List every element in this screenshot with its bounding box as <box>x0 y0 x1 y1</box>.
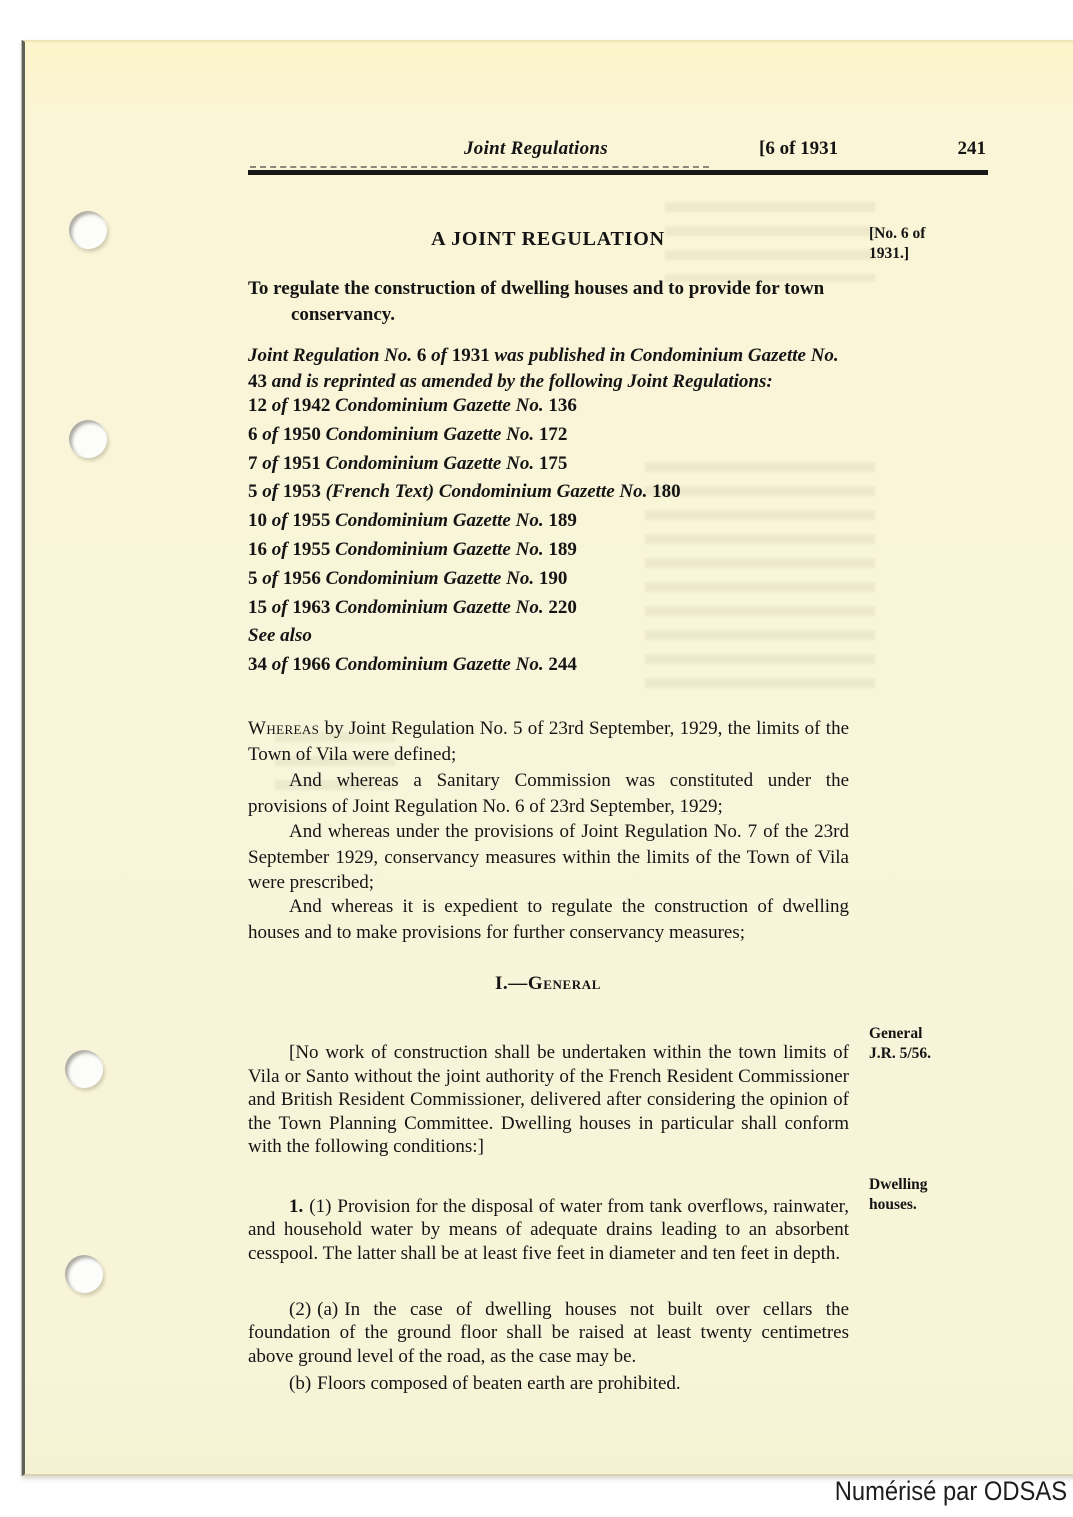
amendment-list <box>248 392 868 680</box>
see-also-label: See also <box>248 625 312 647</box>
amendment-row <box>248 594 868 623</box>
publication-note-text: and is reprinted as amended by the following Joint Regulations: <box>271 371 773 392</box>
amendment-gazette: Condominium Gazette No. <box>335 395 549 416</box>
margin-note-dwelling-houses <box>869 1175 999 1215</box>
clause-2b <box>248 1372 849 1395</box>
amendment-gazette-number: 244 <box>548 654 577 676</box>
amendment-of: of <box>271 596 293 618</box>
amendment-row <box>248 536 868 565</box>
margin-note-line: General <box>869 1025 923 1042</box>
amendment-of: of <box>262 423 283 445</box>
margin-note-line: houses. <box>869 1196 917 1213</box>
clause-subnumber: (1) <box>309 1196 332 1217</box>
amendment-gazette: Condominium Gazette No. <box>325 567 539 589</box>
recital-paragraph: And whereas under the provisions of Joint Regulation No. 7 of the 23rd September 1929, conservancy measures within the limits of the Town of Vila were prescribed; <box>248 821 849 893</box>
amendment-number: 6 <box>248 423 263 445</box>
document-page <box>22 40 1073 1476</box>
clause-text: In the case of dwelling houses not built over cellars the foundation of the ground floor shall be raised at least twenty centimetres above ground level of the road, as the case may be. <box>248 1299 849 1367</box>
clause-subnumber: (b) <box>289 1373 312 1394</box>
publication-note-text: was published in Condominium Gazette No. <box>494 345 839 366</box>
amendment-row <box>248 478 868 507</box>
amendment-number: 12 <box>248 395 272 416</box>
margin-note-line: J.R. 5/56. <box>869 1045 931 1062</box>
publication-note <box>248 343 853 395</box>
amendment-number: 5 <box>248 567 263 589</box>
amendment-row <box>248 450 868 479</box>
amendment-year: 1953 <box>282 481 326 503</box>
amendment-gazette: Condominium Gazette No. <box>335 654 549 676</box>
recital-paragraph: And whereas a Sanitary Commission was constituted under the provisions of Joint Regulation No. 6 of 23rd September, 1929; <box>248 770 849 817</box>
margin-note-line: Dwelling <box>869 1176 928 1193</box>
publication-note-text: Joint Regulation No. <box>248 345 417 366</box>
clause-number: 1. <box>289 1196 304 1217</box>
publication-note-number: 1931 <box>451 345 495 366</box>
clause-text: Provision for the disposal of water from tank overflows, rainwater, and household water by means of adequate drains leading to an absorbent cesspool. The latter shall be at least five feet in diameter and ten feet in depth. <box>248 1196 849 1264</box>
regulation-subject: To regulate the construction of dwelling houses and to provide for town conservancy. <box>248 278 825 325</box>
amendment-of: of <box>271 538 293 560</box>
scan-watermark: Numérisé par ODSAS <box>834 1476 1067 1506</box>
amendment-year: 1956 <box>282 567 326 589</box>
amendment-of: of <box>271 654 293 676</box>
amendment-year: 1942 <box>292 395 336 416</box>
amendment-number: 10 <box>248 510 272 532</box>
amendment-of: of <box>262 452 283 474</box>
header-rule <box>248 170 988 175</box>
amendment-number: 15 <box>248 596 272 618</box>
margin-note-line: 1931.] <box>869 245 910 262</box>
amendment-gazette: Condominium Gazette No. <box>335 596 549 618</box>
punch-hole <box>65 1050 103 1088</box>
margin-note-general <box>869 1024 999 1064</box>
amendment-gazette: (French Text) Condominium Gazette No. <box>325 481 653 503</box>
amendment-gazette-number: 189 <box>548 510 577 532</box>
amendment-row <box>248 392 868 421</box>
amendment-number: 5 <box>248 481 263 503</box>
publication-note-number: 43 <box>248 371 272 392</box>
running-header <box>248 138 988 166</box>
clause-1 <box>248 1195 849 1265</box>
amendment-number: 16 <box>248 538 272 560</box>
amendment-gazette: Condominium Gazette No. <box>335 538 549 560</box>
amendment-gazette: Condominium Gazette No. <box>325 423 539 445</box>
amendment-gazette-number: 220 <box>548 596 577 618</box>
publication-note-number: 6 <box>416 345 432 366</box>
recital-paragraph <box>248 716 849 767</box>
amendment-row <box>248 565 868 594</box>
amendment-year: 1951 <box>282 452 326 474</box>
publication-note-text: of <box>431 345 452 366</box>
amendment-gazette-number: 189 <box>548 538 577 560</box>
amendment-of: of <box>262 481 283 503</box>
recital-text: by Joint Regulation No. 5 of 23rd September, 1929, the limits of the Town of Vila were defined; <box>248 718 849 765</box>
clause-subnumber: (a) <box>317 1299 339 1320</box>
clause-2a <box>248 1298 849 1368</box>
amendment-gazette: Condominium Gazette No. <box>325 452 539 474</box>
amendment-row <box>248 651 868 680</box>
general-provision-paragraph: [No work of construction shall be undertaken within the town limits of Vila or Santo without the joint authority of the French Resident Commissioner and British Resident Commissioner, delivered after considering the opinion of the Town Planning Committee. Dwelling houses in particular shall conform with the following conditions:] <box>248 1042 849 1158</box>
amendment-year: 1950 <box>282 423 326 445</box>
amendment-year: 1955 <box>292 510 336 532</box>
section-heading: I.—General <box>494 973 602 994</box>
amendment-row <box>248 421 868 450</box>
recital-paragraph: And whereas it is expedient to regulate the construction of dwelling houses and to make provisions for further conservancy measures; <box>248 896 849 943</box>
amendment-gazette-number: 190 <box>538 567 568 589</box>
amendment-gazette-number: 175 <box>538 452 568 474</box>
issue-reference: [6 of 1931 <box>759 138 839 159</box>
clause-subnumber: (2) <box>289 1299 312 1320</box>
amendment-gazette-number: 136 <box>548 395 577 416</box>
amendment-gazette: Condominium Gazette No. <box>335 510 549 532</box>
amendment-of: of <box>262 567 283 589</box>
running-title: Joint Regulations <box>464 138 608 159</box>
document-title: A JOINT REGULATION <box>431 228 665 250</box>
clause-text: Floors composed of beaten earth are prohibited. <box>317 1373 681 1394</box>
amendment-year: 1963 <box>292 596 336 618</box>
amendment-year: 1966 <box>292 654 336 676</box>
amendment-gazette-number: 180 <box>652 481 681 503</box>
punch-hole <box>65 1255 103 1293</box>
punch-hole <box>69 211 107 249</box>
amendment-number: 7 <box>248 452 263 474</box>
amendment-gazette-number: 172 <box>538 423 568 445</box>
amendment-year: 1955 <box>292 538 336 560</box>
margin-note-line: [No. 6 of <box>869 225 926 242</box>
amendment-of: of <box>271 395 293 416</box>
amendment-row <box>248 507 868 536</box>
punch-hole <box>69 420 107 458</box>
margin-note-regulation-number <box>869 224 999 264</box>
whereas-lead: Whereas <box>248 718 320 739</box>
page-number: 241 <box>957 138 986 159</box>
amendment-of: of <box>271 510 293 532</box>
amendment-number: 34 <box>248 654 272 676</box>
